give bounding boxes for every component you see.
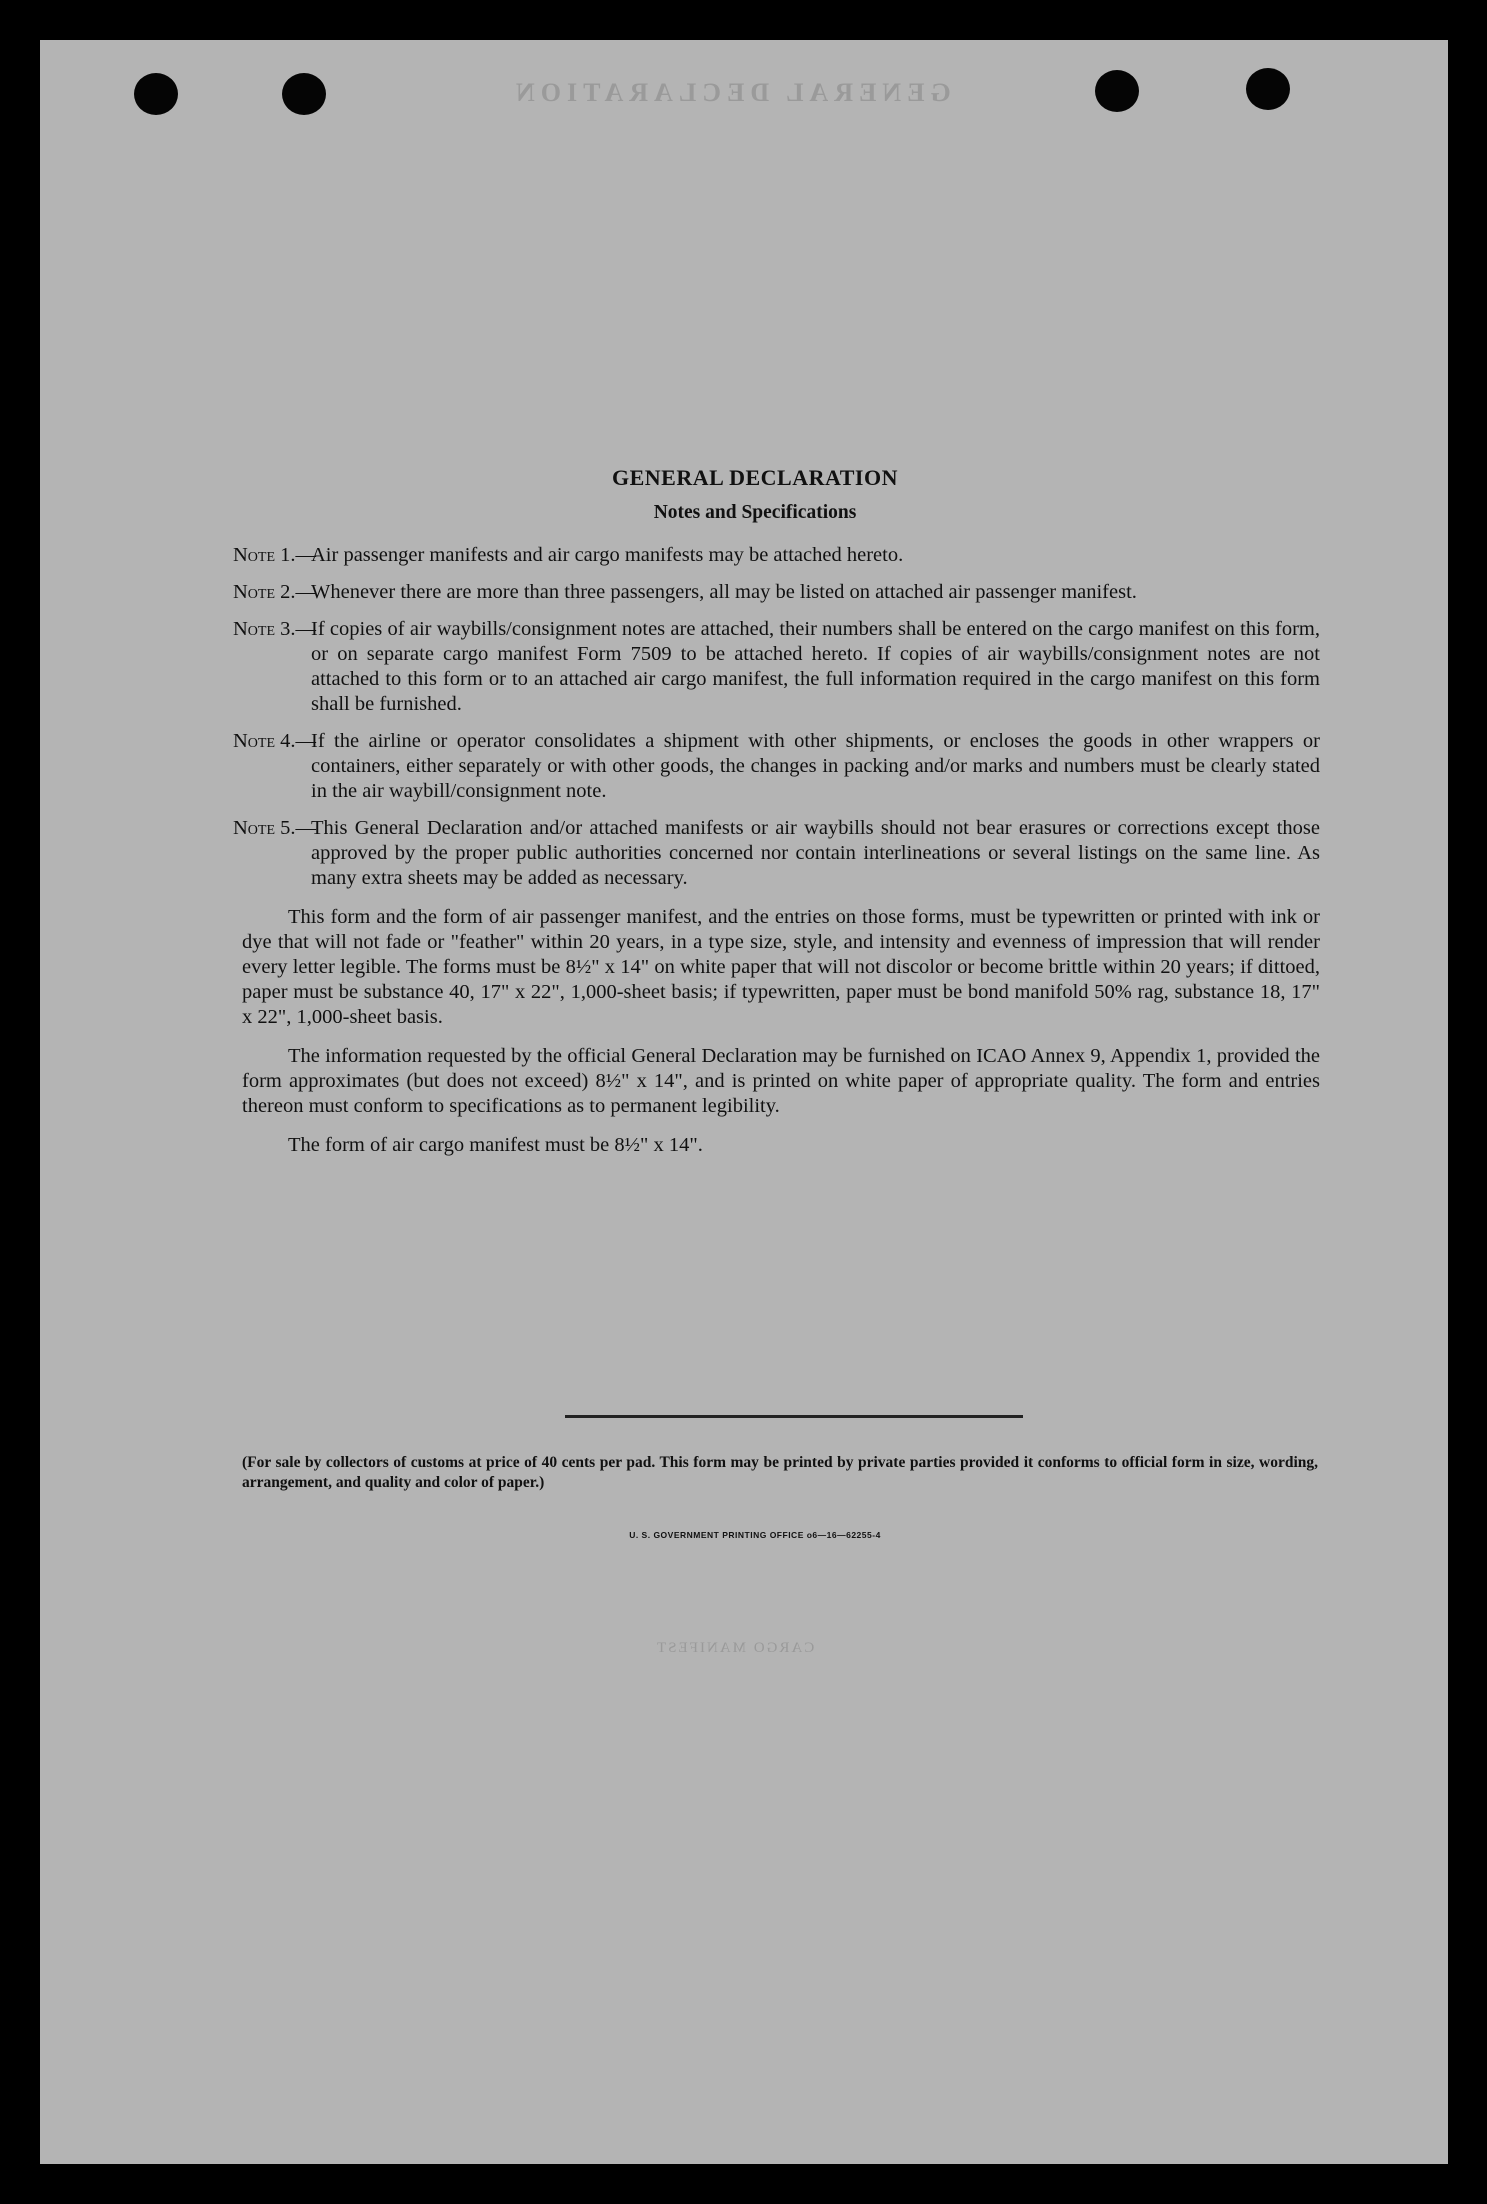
paragraph-cargo-manifest-size: The form of air cargo manifest must be 8½" x 14". <box>288 1134 703 1156</box>
punch-hole-left-1 <box>134 73 178 115</box>
note-label: Note 5.— <box>233 817 317 839</box>
note-label: Note 3.— <box>233 618 317 640</box>
sale-footnote: (For sale by collectors of customs at price of 40 cents per pad. This form may be printed by private parties provided it conforms to official form in size, wording, arrangement, and quality and color of paper.) <box>242 1454 1318 1491</box>
note-text: If copies of air waybills/consignment notes are attached, their numbers shall be entered on the cargo manifest on this form, or on separate cargo manifest Form 7509 to be attached hereto. If copies of air waybills/consignment notes are not attached to this form or to an attached air cargo manifest, the full information required in the cargo manifest on this form shall be furnished. <box>311 618 1320 715</box>
punch-hole-right-1 <box>1095 70 1139 112</box>
paragraph-form-requirements: This form and the form of air passenger manifest, and the entries on those forms, must be typewritten or printed with ink or dye that will not fade or "feather" within 20 years, in a type size, style, and intensity and evenness of impression that will render every letter legible. The forms must be 8½" x 14" on white paper that will not discolor or become brittle within 20 years; if dittoed, paper must be substance 40, 17" x 22", 1,000-sheet basis; if typewritten, paper must be bond manifold 50% rag, substance 18, 17" x 22", 1,000-sheet basis. <box>242 906 1320 1028</box>
punch-hole-left-2 <box>282 73 326 115</box>
note-text: If the airline or operator consolidates a shipment with other shipments, or encloses the goods in other wrappers or containers, either separately or with other goods, the changes in packing and/or marks and numbers must be clearly stated in the air waybill/consignment note. <box>311 730 1320 802</box>
paragraph-icao: The information requested by the official General Declaration may be furnished on ICAO Annex 9, Appendix 1, provided the form approximates (but does not exceed) 8½" x 14", and is printed on white paper of appropriate quality. The form and entries thereon must conform to specifications as to permanent legibility. <box>242 1045 1320 1117</box>
note-label: Note 2.— <box>233 581 317 603</box>
document-page <box>40 40 1448 2164</box>
note-4 <box>190 729 1320 804</box>
punch-hole-right-2 <box>1246 68 1290 110</box>
note-label: Note 4.— <box>233 730 317 752</box>
bleed-through-title: GENERAL DECLARATION <box>510 78 951 107</box>
divider-rule <box>565 1415 1023 1418</box>
notes-content <box>190 465 1320 1540</box>
page-subtitle: Notes and Specifications <box>653 502 857 523</box>
printer-imprint: U. S. GOVERNMENT PRINTING OFFICE o6—16—62255-4 <box>629 1530 881 1540</box>
note-3 <box>190 617 1320 717</box>
note-text: Whenever there are more than three passengers, all may be listed on attached air passenger manifest. <box>311 581 1137 603</box>
note-text: Air passenger manifests and air cargo manifests may be attached hereto. <box>311 544 904 566</box>
bleed-through-cargo: CARGO MANIFEST <box>655 1640 815 1656</box>
note-2 <box>190 580 1320 605</box>
note-label: Note 1.— <box>233 544 317 566</box>
page-title: GENERAL DECLARATION <box>612 465 898 490</box>
note-text: This General Declaration and/or attached manifests or air waybills should not bear erasures or corrections except those approved by the proper public authorities concerned nor contain interlineations or several listings on the same line. As many extra sheets may be added as necessary. <box>311 817 1320 889</box>
note-5 <box>190 816 1320 891</box>
note-1 <box>190 543 1320 568</box>
